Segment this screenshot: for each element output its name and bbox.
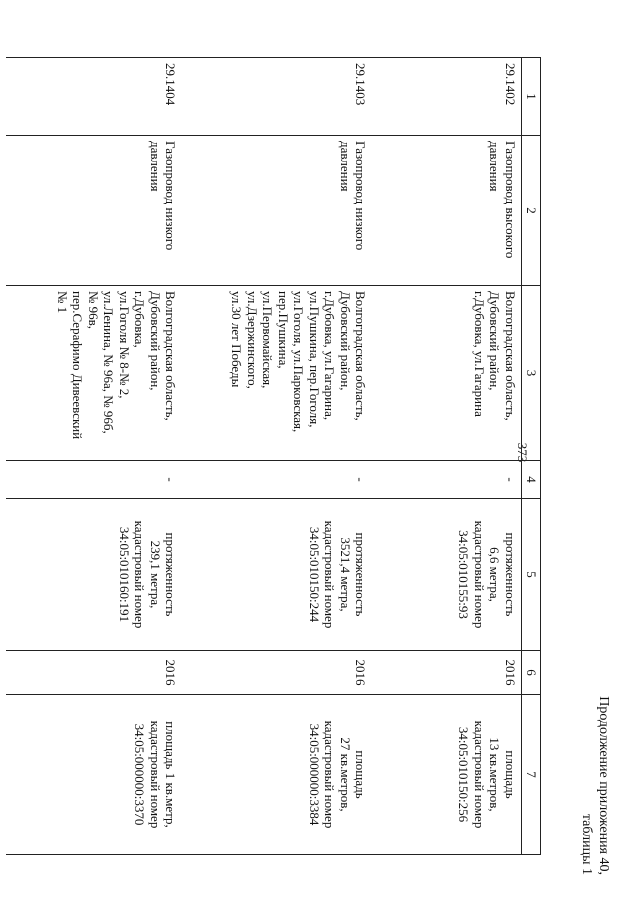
object-name: Газопровод высокого давления	[372, 136, 522, 286]
column-header: 4	[522, 461, 541, 499]
area-info-line: площадь 1 кв.метр,	[163, 721, 179, 828]
year: 2016	[7, 651, 182, 695]
length-info-line: 6,6 метра,	[487, 547, 503, 602]
object-address	[372, 286, 522, 461]
page-number: 373	[515, 442, 530, 463]
col4-value: -	[182, 461, 372, 499]
object-address-line: ул.Гоголя № 8-№ 2,	[117, 291, 132, 399]
object-address-line: № 96в,	[86, 291, 101, 330]
table-body	[7, 58, 522, 855]
column-header: 5	[522, 499, 541, 651]
object-address-line: ул.Первомайская,	[260, 291, 276, 389]
object-address-line: Волгоградская область,	[163, 291, 179, 421]
area-info-line: кадастровый номер	[148, 720, 163, 829]
col4-value: -	[7, 461, 182, 499]
year: 2016	[372, 651, 522, 695]
area-info-line: 34:05:000000:3384	[307, 723, 322, 826]
object-address-line: ул.Гоголя, ул.Парковская,	[291, 291, 307, 433]
object-name: Газопровод низкого давления	[182, 136, 372, 286]
length-info-line: кадастровый номер	[472, 520, 487, 629]
area-info-line: 13 кв.метров,	[487, 737, 503, 812]
object-address-line: ул.30 лет Победы	[229, 291, 245, 388]
area-info-line: 34:05:000000:3370	[132, 723, 148, 826]
length-info-line: 239,1 метра,	[148, 540, 163, 609]
object-address-line: г.Дубовка,	[132, 291, 148, 348]
length-info-line: кадастровый номер	[132, 520, 148, 629]
length-info	[182, 499, 372, 651]
object-address-line: Дубовский район,	[148, 291, 163, 391]
object-address-line: ул.Пушкина, пер.Гоголя,	[307, 291, 322, 428]
column-header: 6	[522, 651, 541, 695]
area-info-line: кадастровый номер	[322, 720, 338, 829]
length-info-line: протяженность	[503, 532, 518, 617]
table-row	[7, 58, 182, 855]
column-header: 7	[522, 695, 541, 855]
length-info-line: 34:05:010150:244	[307, 526, 322, 623]
area-info-line: кадастровый номер	[472, 720, 487, 829]
length-info-line: протяженность	[163, 532, 179, 617]
continuation-line-2: таблицы 1	[579, 813, 594, 875]
year: 2016	[182, 651, 372, 695]
length-info-line: кадастровый номер	[322, 520, 338, 629]
object-address-line: Волгоградская область,	[503, 291, 518, 421]
area-info	[372, 695, 522, 855]
object-address-line: ул.Ленина, № 96а, № 96б,	[101, 291, 117, 434]
table-row	[372, 58, 522, 855]
length-info-line: 34:05:010155:93	[456, 530, 472, 619]
object-address-line: пер.Пушкина,	[276, 291, 291, 369]
area-info-line: 34:05:010150:256	[456, 726, 472, 823]
object-address-line: № 1	[55, 291, 70, 314]
column-header: 1	[522, 58, 541, 136]
header-row	[522, 58, 541, 855]
length-info	[372, 499, 522, 651]
object-address-line: ул.Дзержинского,	[245, 291, 260, 389]
length-info-line: 3521,4 метра,	[338, 537, 353, 612]
object-address-line: пер.Серафимо Дивеевский	[70, 291, 86, 440]
registry-table	[7, 57, 542, 855]
table-row	[182, 58, 372, 855]
area-info-line: 27 кв.метров,	[338, 737, 353, 812]
row-number: 29.1404	[7, 58, 182, 136]
area-info-line: площадь	[353, 750, 369, 799]
length-info-line: 34:05:010160:191	[117, 526, 132, 623]
row-number: 29.1403	[182, 58, 372, 136]
object-name: Газопровод низкого давления	[7, 136, 182, 286]
area-info	[7, 695, 182, 855]
length-info-line: протяженность	[353, 532, 369, 617]
column-header: 3	[522, 286, 541, 461]
object-address-line: г.Дубовка, ул.Гагарина	[472, 291, 487, 417]
col4-value: -	[372, 461, 522, 499]
area-info	[182, 695, 372, 855]
area-info-line: площадь	[503, 750, 518, 799]
object-address-line: Дубовский район,	[338, 291, 353, 391]
object-address-line: Дубовский район,	[487, 291, 503, 391]
object-address-line: г.Дубовка, ул.Гагарина,	[322, 291, 338, 421]
object-address	[182, 286, 372, 461]
continuation-line-1: Продолжение приложения 40,	[596, 696, 611, 875]
row-number: 29.1402	[372, 58, 522, 136]
continuation-note	[578, 696, 612, 875]
length-info	[7, 499, 182, 651]
object-address-line: Волгоградская область,	[353, 291, 369, 421]
object-address	[7, 286, 182, 461]
column-header: 2	[522, 136, 541, 286]
